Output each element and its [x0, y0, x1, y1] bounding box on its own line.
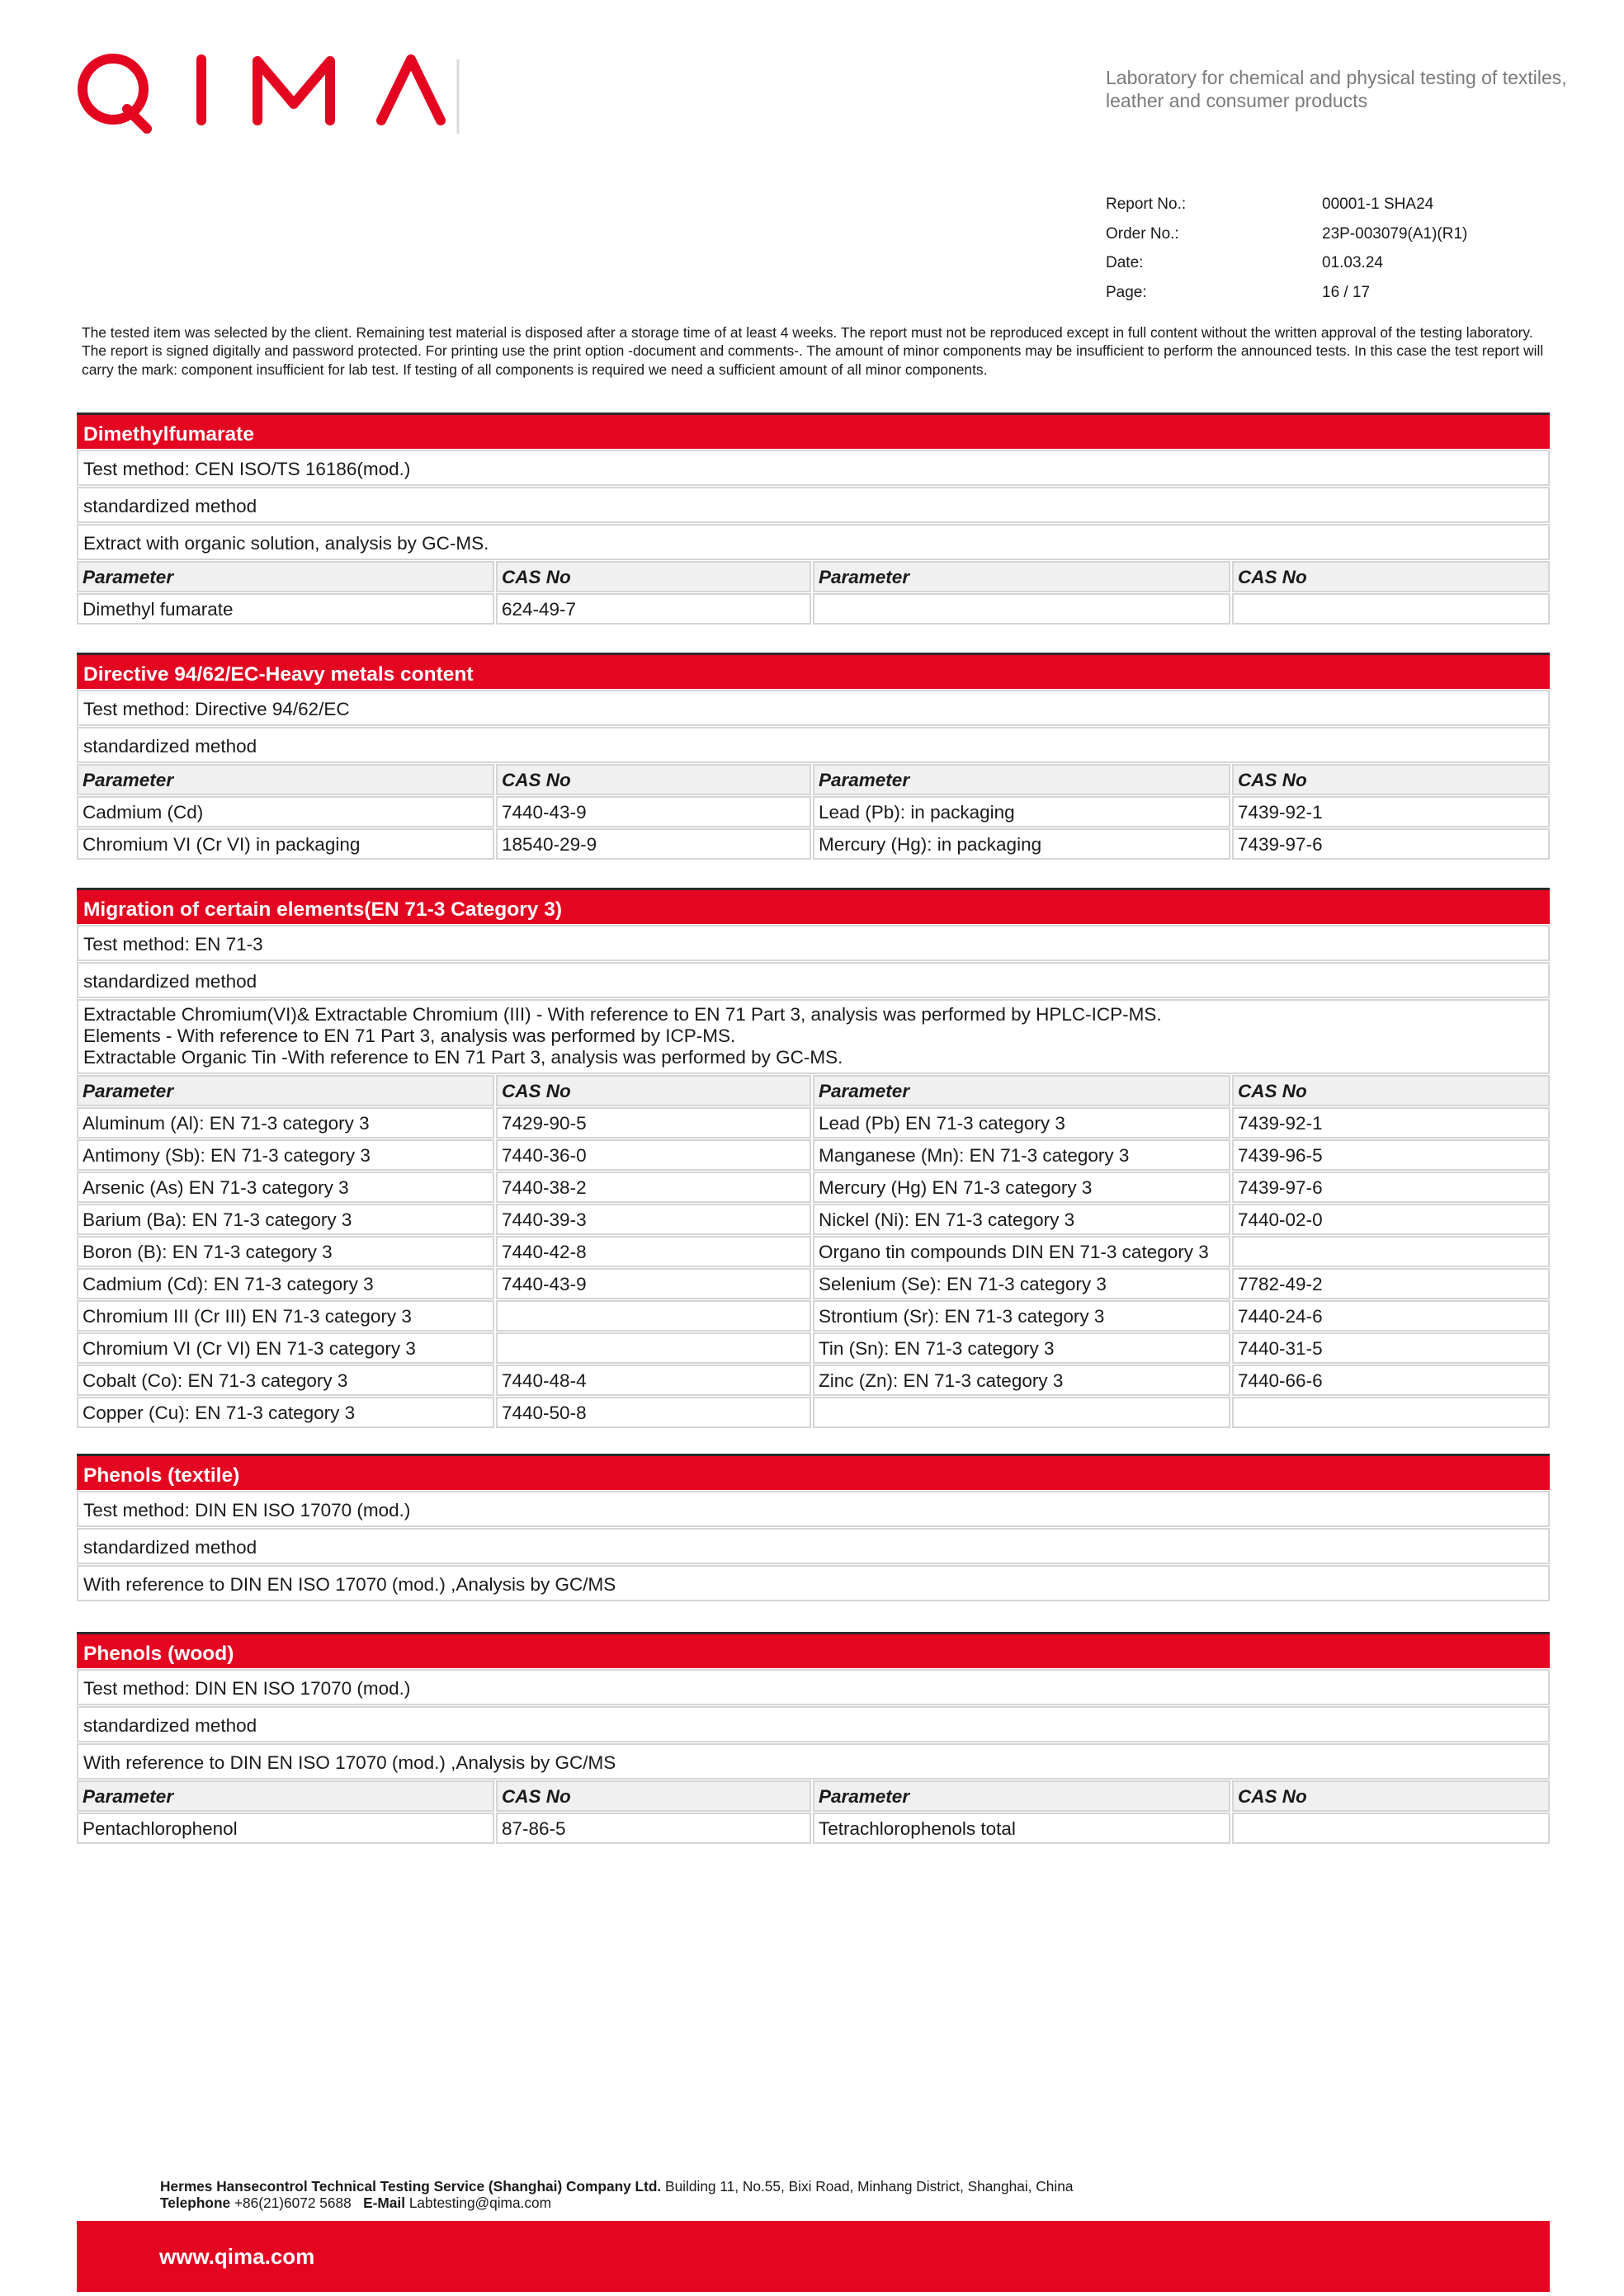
parameter-cell: Lead (Pb): in packaging [813, 796, 1230, 827]
parameter-cell: Cadmium (Cd) [77, 796, 494, 827]
column-header-cas: CAS No [496, 1075, 811, 1106]
cas-number-cell: 7439-96-5 [1232, 1139, 1550, 1171]
cas-number-cell: 7440-48-4 [496, 1365, 811, 1396]
column-header-parameter: Parameter [813, 561, 1230, 592]
column-header-parameter: Parameter [813, 1075, 1230, 1106]
test-method: Test method: DIN EN ISO 17070 (mod.) [77, 1491, 1550, 1527]
parameter-cell: Zinc (Zn): EN 71-3 category 3 [813, 1365, 1230, 1396]
section-title: Migration of certain elements(EN 71-3 Category 3) [77, 888, 1550, 924]
cas-number-cell: 7440-31-5 [1232, 1332, 1550, 1364]
date-row [1106, 248, 1467, 278]
column-header-parameter: Parameter [813, 1780, 1230, 1812]
standard-label: standardized method [77, 487, 1550, 523]
standard-label: standardized method [77, 1528, 1550, 1564]
order-no-row [1106, 219, 1467, 249]
column-header-cas: CAS No [1232, 561, 1550, 592]
parameter-cell: Arsenic (As) EN 71-3 category 3 [77, 1172, 494, 1203]
parameter-cell: Tin (Sn): EN 71-3 category 3 [813, 1332, 1230, 1364]
parameter-table [77, 1075, 1550, 1429]
standard-label: standardized method [77, 962, 1550, 998]
parameter-cell: Mercury (Hg): in packaging [813, 828, 1230, 860]
test-method: Test method: EN 71-3 [77, 925, 1550, 961]
description-line: Extract with organic solution, analysis by GC-MS. [83, 533, 489, 554]
cas-number-cell: 7440-66-6 [1232, 1365, 1550, 1396]
cas-number-cell [1232, 1397, 1550, 1428]
column-header-cas: CAS No [1232, 764, 1550, 795]
column-header-cas: CAS No [496, 1780, 811, 1812]
cas-number-cell [1232, 593, 1550, 625]
column-header-parameter: Parameter [813, 764, 1230, 795]
parameter-cell: Mercury (Hg) EN 71-3 category 3 [813, 1172, 1230, 1203]
parameter-cell [813, 593, 1230, 625]
parameter-cell: Dimethyl fumarate [77, 593, 494, 625]
parameter-cell: Tetrachlorophenols total [813, 1813, 1230, 1844]
column-header-parameter: Parameter [77, 764, 494, 795]
meta-label: Report No.: [1106, 196, 1187, 213]
standard-label: standardized method [77, 1706, 1550, 1742]
meta-value: 00001-1 SHA24 [1322, 196, 1434, 213]
parameter-cell: Aluminum (Al): EN 71-3 category 3 [77, 1107, 494, 1139]
column-header-cas: CAS No [1232, 1780, 1550, 1812]
cas-number-cell: 7440-42-8 [496, 1236, 811, 1267]
footer-email: Labtesting@qima.com [408, 2195, 552, 2211]
cas-number-cell [496, 1300, 811, 1332]
description-line: With reference to DIN EN ISO 17070 (mod.) ,Analysis by GC/MS [83, 1752, 616, 1773]
method-description [77, 1565, 1550, 1601]
test-section [77, 653, 1550, 860]
footer-email-label: E-Mail [363, 2195, 405, 2211]
meta-label: Order No.: [1106, 224, 1179, 243]
website-link[interactable]: www.qima.com [159, 2244, 315, 2269]
meta-label: Page: [1106, 283, 1147, 301]
lab-tagline: Laboratory for chemical and physical testing of textiles, leather and consumer products [1106, 67, 1567, 111]
cas-number-cell: 7429-90-5 [496, 1107, 811, 1139]
test-method: Test method: DIN EN ISO 17070 (mod.) [77, 1669, 1550, 1705]
method-description [77, 524, 1550, 560]
footer-address: Building 11, No.55, Bixi Road, Minhang District, Shanghai, China [665, 2178, 1074, 2195]
column-header-cas: CAS No [496, 561, 811, 592]
column-header-parameter: Parameter [77, 1780, 494, 1812]
qima-logo [76, 50, 464, 144]
meta-value: 16 / 17 [1322, 283, 1371, 301]
cas-number-cell: 7439-92-1 [1232, 796, 1550, 827]
test-method: Test method: CEN ISO/TS 16186(mod.) [77, 450, 1550, 486]
page-row [1106, 278, 1467, 308]
parameter-cell [813, 1397, 1230, 1428]
cas-number-cell [1232, 1813, 1550, 1844]
qima-logo-mark [76, 50, 464, 140]
cas-number-cell [496, 1332, 811, 1364]
disclaimer-text: The tested item was selected by the client. Remaining test material is disposed after a storage time of at least 4 weeks. The report must not be reproduced except in full content without the written approval of the testing laboratory. The report is signed digitally and password protected. For printing use the print option -document and comments-. The amount of minor components may be insufficient to perform the announced tests. In this case the test report will carry the mark: component insufficient for lab test. If testing of all components is required we need a sufficient amount of all minor components. [82, 324, 1544, 378]
parameter-cell: Chromium VI (Cr VI) EN 71-3 category 3 [77, 1332, 494, 1364]
report-meta [1106, 190, 1467, 307]
footer-telephone: +86(21)6072 5688 [234, 2195, 352, 2211]
parameter-cell: Cobalt (Co): EN 71-3 category 3 [77, 1365, 494, 1396]
cas-number-cell: 87-86-5 [496, 1813, 811, 1844]
parameter-cell: Cadmium (Cd): EN 71-3 category 3 [77, 1268, 494, 1299]
parameter-cell: Chromium VI (Cr VI) in packaging [77, 828, 494, 860]
parameter-table [77, 764, 1550, 860]
meta-value: 23P-003079(A1)(R1) [1322, 224, 1468, 243]
cas-number-cell: 7440-02-0 [1232, 1204, 1550, 1235]
parameter-cell: Selenium (Se): EN 71-3 category 3 [813, 1268, 1230, 1299]
cas-number-cell: 7440-38-2 [496, 1172, 811, 1203]
footer-bar [77, 2221, 1550, 2292]
column-header-parameter: Parameter [77, 1075, 494, 1106]
test-section [77, 1454, 1550, 1601]
description-line: Extractable Chromium(VI)& Extractable Chromium (III) - With reference to EN 71 Part 3, analysis was performed by HPLC-ICP-MS. [83, 1004, 1162, 1025]
section-title: Phenols (textile) [77, 1454, 1550, 1490]
cas-number-cell: 7439-97-6 [1232, 1172, 1550, 1203]
report-no-row [1106, 190, 1467, 219]
section-title: Dimethylfumarate [77, 413, 1550, 449]
cas-number-cell: 7440-39-3 [496, 1204, 811, 1235]
section-title: Phenols (wood) [77, 1632, 1550, 1668]
cas-number-cell: 18540-29-9 [496, 828, 811, 860]
parameter-cell: Boron (B): EN 71-3 category 3 [77, 1236, 494, 1267]
parameter-table [77, 561, 1550, 625]
description-line: With reference to DIN EN ISO 17070 (mod.) ,Analysis by GC/MS [83, 1574, 616, 1595]
description-line: Extractable Organic Tin -With reference to EN 71 Part 3, analysis was performed by GC-MS. [83, 1047, 843, 1068]
standard-label: standardized method [77, 727, 1550, 763]
parameter-cell: Strontium (Sr): EN 71-3 category 3 [813, 1300, 1230, 1332]
parameter-cell: Pentachlorophenol [77, 1813, 494, 1844]
cas-number-cell: 624-49-7 [496, 593, 811, 625]
column-header-cas: CAS No [496, 764, 811, 795]
parameter-cell: Nickel (Ni): EN 71-3 category 3 [813, 1204, 1230, 1235]
description-line: Elements - With reference to EN 71 Part 3, analysis was performed by ICP-MS. [83, 1025, 736, 1046]
parameter-table [77, 1780, 1550, 1845]
cas-number-cell [1232, 1236, 1550, 1267]
parameter-cell: Antimony (Sb): EN 71-3 category 3 [77, 1139, 494, 1171]
parameter-cell: Barium (Ba): EN 71-3 category 3 [77, 1204, 494, 1235]
parameter-cell: Copper (Cu): EN 71-3 category 3 [77, 1397, 494, 1428]
cas-number-cell: 7439-92-1 [1232, 1107, 1550, 1139]
parameter-cell: Lead (Pb) EN 71-3 category 3 [813, 1107, 1230, 1139]
cas-number-cell: 7440-43-9 [496, 1268, 811, 1299]
test-section [77, 888, 1550, 1429]
cas-number-cell: 7440-36-0 [496, 1139, 811, 1171]
method-description [77, 999, 1550, 1074]
meta-label: Date: [1106, 254, 1144, 271]
parameter-cell: Manganese (Mn): EN 71-3 category 3 [813, 1139, 1230, 1171]
section-title: Directive 94/62/EC-Heavy metals content [77, 653, 1550, 689]
footer-contact [160, 2178, 1073, 2211]
method-description [77, 1743, 1550, 1780]
test-method: Test method: Directive 94/62/EC [77, 690, 1550, 726]
column-header-parameter: Parameter [77, 561, 494, 592]
meta-value: 01.03.24 [1322, 254, 1383, 271]
footer-telephone-label: Telephone [160, 2195, 231, 2211]
test-section [77, 413, 1550, 625]
test-section [77, 1632, 1550, 1845]
footer-company: Hermes Hansecontrol Technical Testing Service (Shanghai) Company Ltd. [160, 2178, 662, 2195]
parameter-cell: Chromium III (Cr III) EN 71-3 category 3 [77, 1300, 494, 1332]
column-header-cas: CAS No [1232, 1075, 1550, 1106]
cas-number-cell: 7440-50-8 [496, 1397, 811, 1428]
parameter-cell: Organo tin compounds DIN EN 71-3 category 3 [813, 1236, 1230, 1267]
cas-number-cell: 7782-49-2 [1232, 1268, 1550, 1299]
cas-number-cell: 7440-24-6 [1232, 1300, 1550, 1332]
cas-number-cell: 7440-43-9 [496, 796, 811, 827]
cas-number-cell: 7439-97-6 [1232, 828, 1550, 860]
